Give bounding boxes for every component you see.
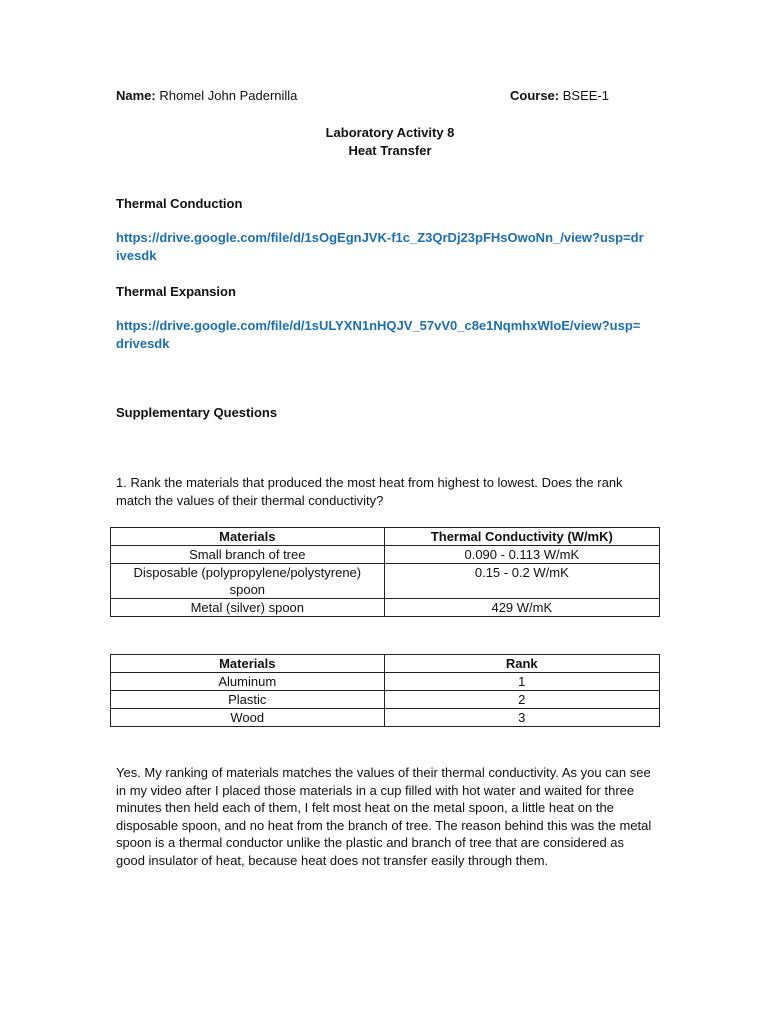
table-header-cell: Materials (111, 655, 385, 673)
table-row (111, 599, 660, 617)
table-header-cell: Rank (384, 655, 659, 673)
document-title (0, 124, 768, 159)
table-header-row (111, 528, 660, 546)
course-value: BSEE-1 (562, 88, 609, 103)
table-cell: Metal (silver) spoon (111, 599, 385, 617)
title-line-1: Laboratory Activity 8 (325, 125, 455, 140)
answer-paragraph: Yes. My ranking of materials matches the values of their thermal conductivity. As you can see in my video after I placed those materials in a cup filled with hot water and waited for three minutes then held each of them, I felt most heat on the metal spoon, a little heat on the disposable spoon, and no heat from the branch of tree. The reason behind this was the metal spoon is a thermal conductor unlike the plastic and branch of tree that are considered as good insulator of heat, because heat does not transfer easily through them. (116, 765, 652, 868)
table-cell: Wood (111, 709, 385, 727)
course-label: Course: (510, 88, 560, 103)
table-header-row (111, 655, 660, 673)
table-cell: Aluminum (111, 673, 385, 691)
table-row (111, 564, 660, 599)
table-cell: Disposable (polypropylene/polystyrene) spoon (111, 564, 385, 599)
table-cell: 2 (384, 691, 659, 709)
table-header-cell: Thermal Conductivity (W/mK) (384, 528, 659, 546)
table-row (111, 546, 660, 564)
course-line (510, 88, 609, 103)
table-cell: 429 W/mK (384, 599, 659, 617)
question-1: 1. Rank the materials that produced the most heat from highest to lowest. Does the rank match the values of their thermal conductivity? (116, 475, 623, 508)
table-cell: 1 (384, 673, 659, 691)
name-line (116, 88, 297, 103)
supplementary-heading: Supplementary Questions (116, 405, 278, 420)
name-label: Name: (116, 88, 156, 103)
table-cell: Plastic (111, 691, 385, 709)
table-cell: 0.090 - 0.113 W/mK (384, 546, 659, 564)
rank-table (110, 654, 660, 727)
thermal-expansion-link[interactable]: https://drive.google.com/file/d/1sULYXN1nHQJV_57vV0_c8e1NqmhxWIoE/view?usp=drivesdk (116, 318, 641, 351)
thermal-expansion-heading: Thermal Expansion (116, 284, 236, 299)
table-row (111, 709, 660, 727)
table-row (111, 673, 660, 691)
table-cell: 3 (384, 709, 659, 727)
table-row (111, 691, 660, 709)
name-value: Rhomel John Padernilla (159, 88, 298, 103)
title-line-2: Heat Transfer (348, 142, 432, 158)
table-cell: 0.15 - 0.2 W/mK (384, 564, 659, 599)
table-cell: Small branch of tree (111, 546, 385, 564)
conductivity-table (110, 527, 660, 617)
thermal-conduction-link[interactable]: https://drive.google.com/file/d/1sOgEgnJVK-f1c_Z3QrDj23pFHsOwoNn_/view?usp=drivesdk (116, 230, 644, 263)
thermal-conduction-heading: Thermal Conduction (116, 196, 243, 211)
table-header-cell: Materials (111, 528, 385, 546)
